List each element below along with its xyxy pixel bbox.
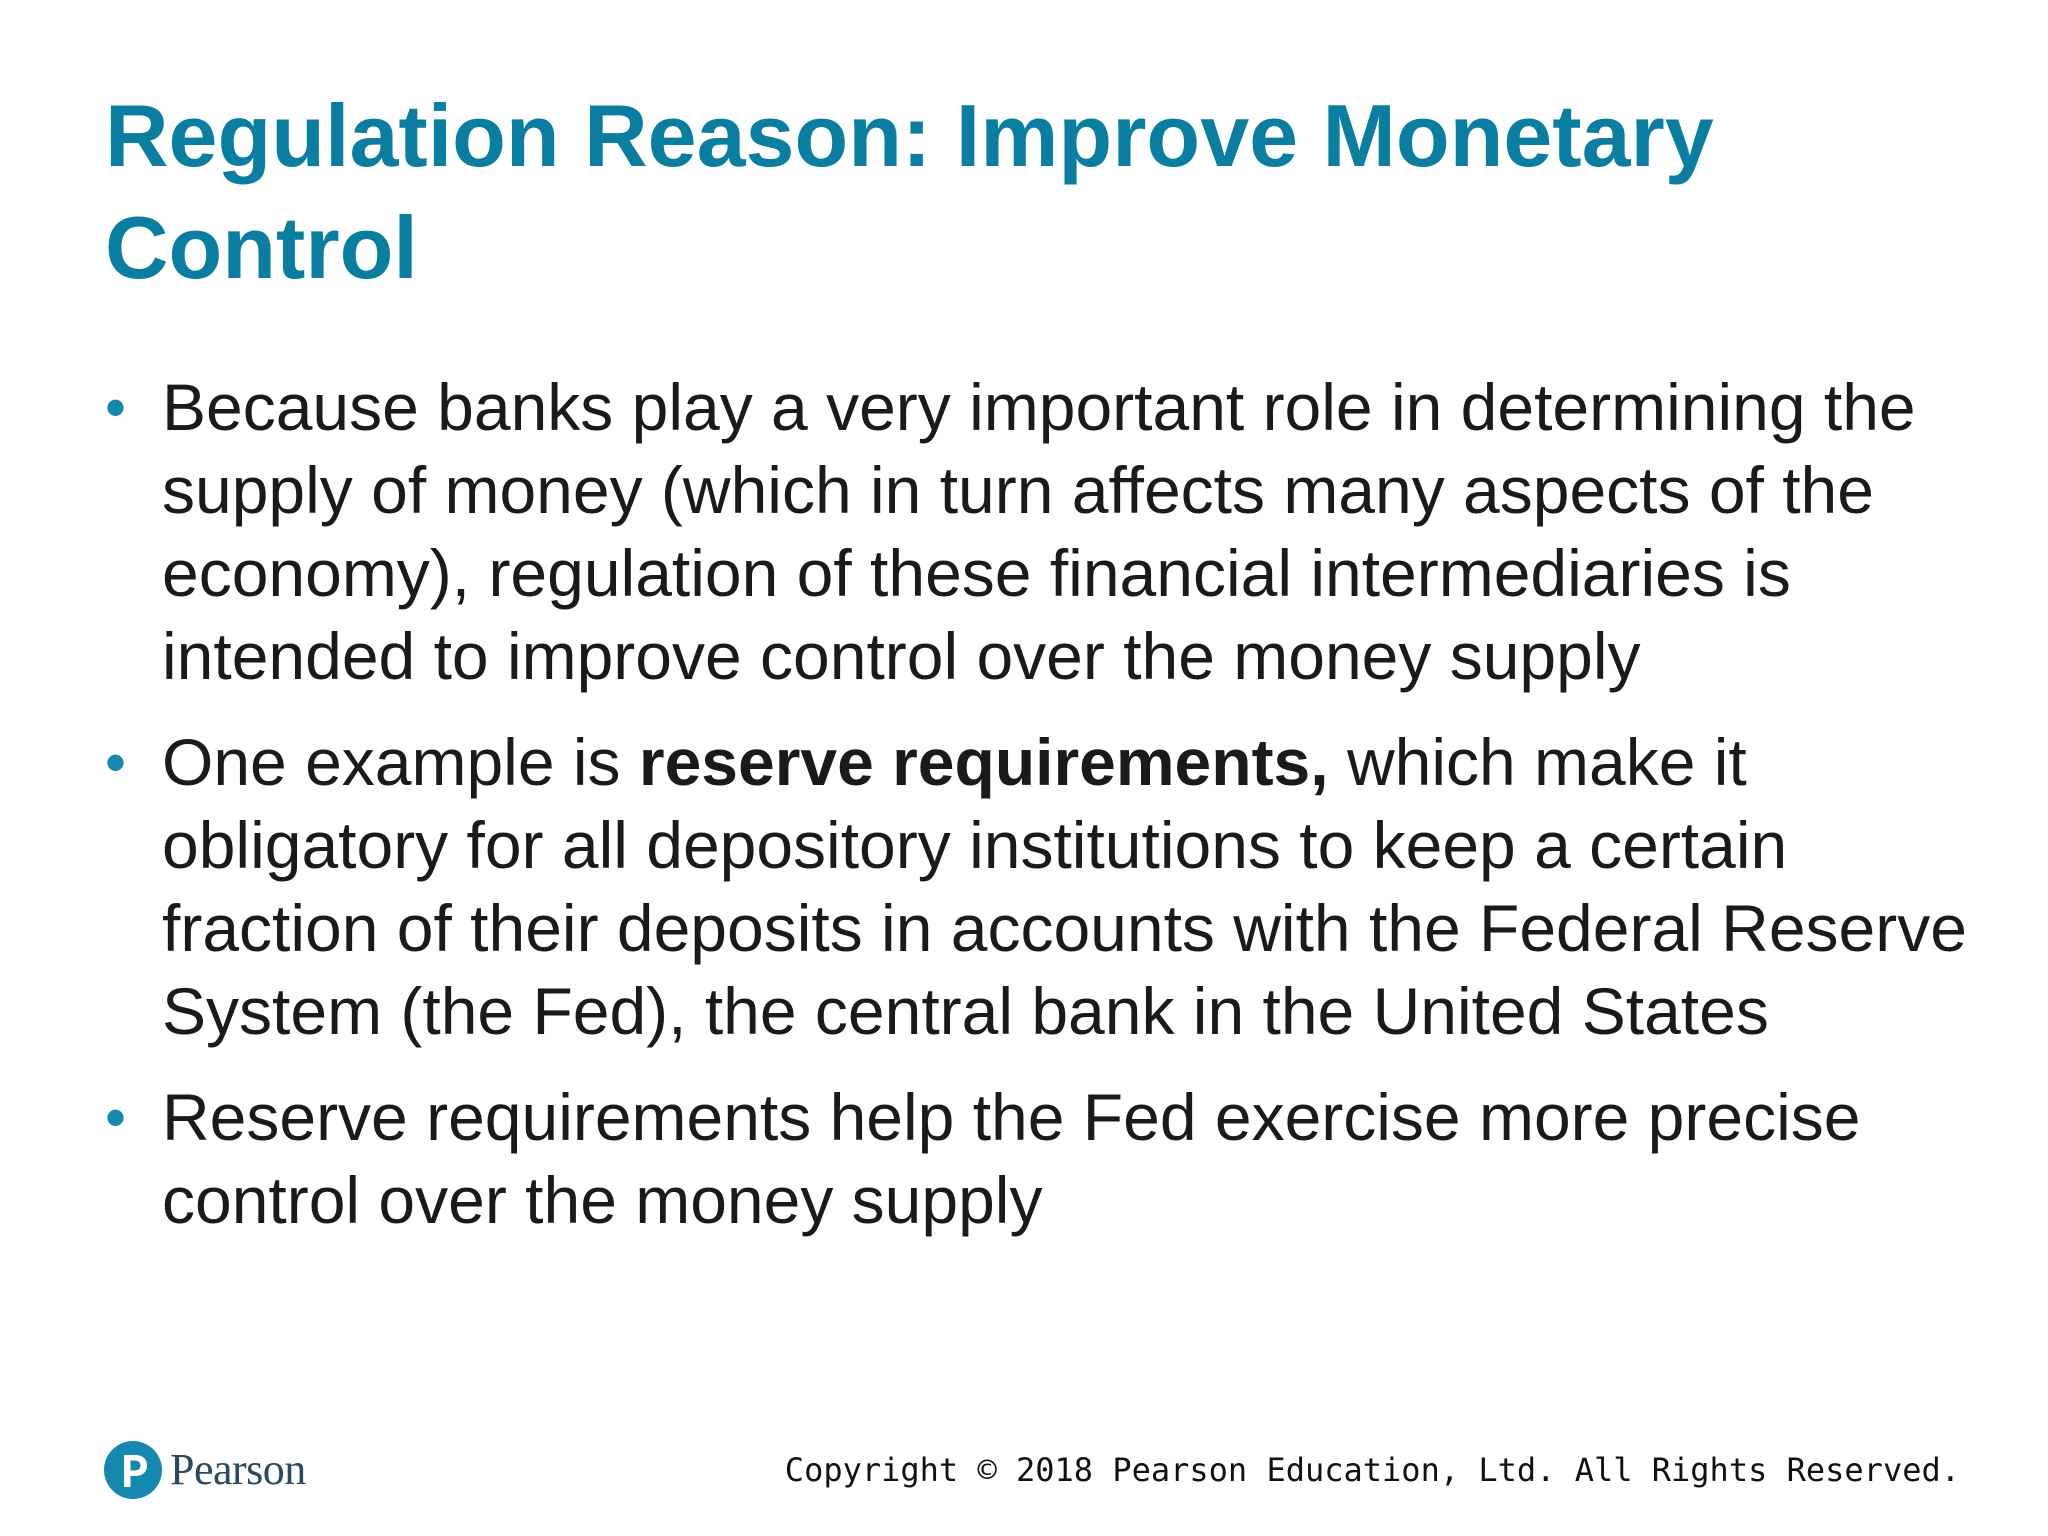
bold-term: reserve requirements,: [638, 725, 1329, 799]
bullet-item: [105, 721, 1985, 1053]
bullet-text-after: which make it obligatory for all depository institutions to keep a certain fraction of their deposits in accounts with the Federal Reserve System (the Fed), the central bank in the United States: [162, 725, 1967, 1048]
pearson-p-icon: [104, 1441, 162, 1499]
bullet-text: [162, 725, 1967, 1048]
bullet-marker: •: [105, 1084, 127, 1151]
pearson-wordmark: Pearson: [170, 1445, 306, 1494]
bullet-list: [105, 366, 1985, 1265]
bullet-item: [105, 1076, 1985, 1242]
bullet-marker: •: [105, 374, 127, 441]
copyright-notice: Copyright © 2018 Pearson Education, Ltd. All Rights Reserved.: [784, 1451, 1960, 1489]
bullet-item: [105, 366, 1985, 698]
bullet-text-before: One example is: [162, 725, 639, 799]
pearson-logo: [104, 1441, 306, 1499]
bullet-text: Reserve requirements help the Fed exercise more precise control over the money supply: [162, 1080, 1861, 1237]
slide-title: Regulation Reason: Improve Monetary Control: [105, 86, 1714, 297]
bullet-text: Because banks play a very important role in determining the supply of money (which in turn affects many aspects of the economy), regulation of these financial intermediaries is intended to improve control over the money supply: [162, 370, 1916, 693]
bullet-marker: •: [105, 729, 127, 796]
